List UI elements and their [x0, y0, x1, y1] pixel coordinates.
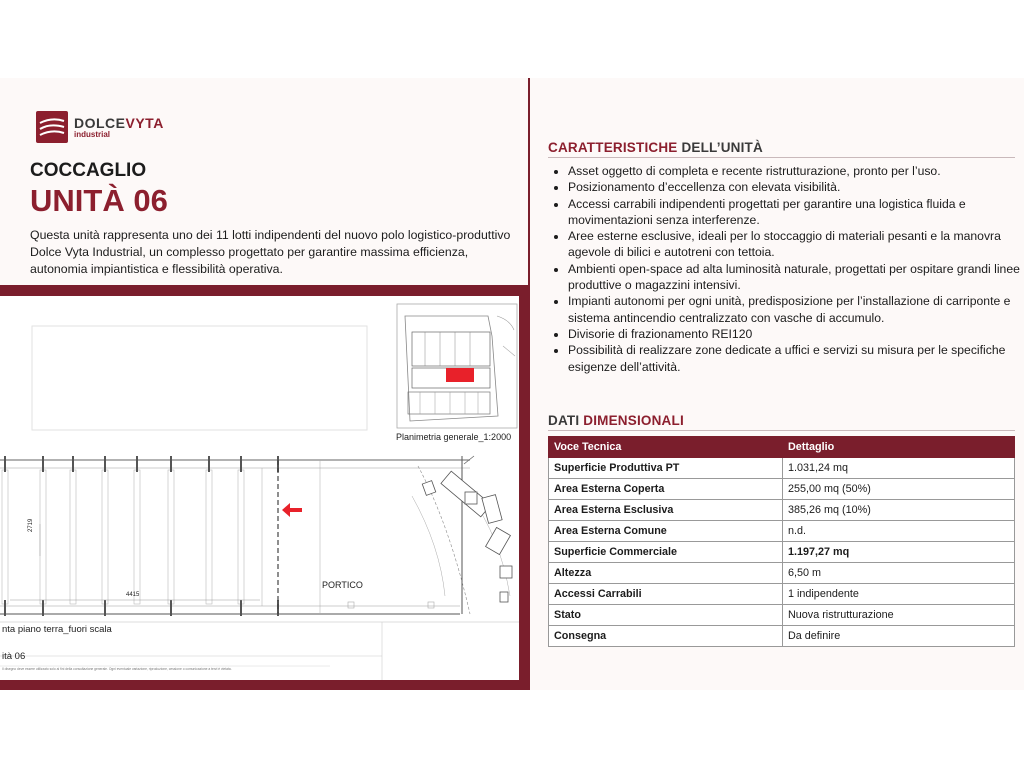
unit-tag: ità 06	[2, 651, 26, 662]
cell-value: 1.197,27 mq	[783, 542, 1015, 563]
cell-label: Superficie Commerciale	[549, 542, 783, 563]
table-header-row	[549, 437, 1015, 458]
dims-underline	[548, 430, 1015, 431]
cell-value: 6,50 m	[783, 563, 1015, 584]
portico-label: PORTICO	[322, 580, 363, 590]
list-item: • Aree esterne esclusive, ideali per lo stoccaggio di materiali pesanti e la manovra agevole di bilici e autotreni con tettoia.	[568, 228, 1024, 261]
cell-label: Area Esterna Coperta	[549, 479, 783, 500]
table-row	[549, 605, 1015, 626]
list-item: • Impianti autonomi per ogni unità, predisposizione per l’installazione di carriponte e sistema antincendio centralizzato con vasche di accumulo.	[568, 293, 1024, 326]
features-list	[548, 163, 1024, 375]
cell-value: n.d.	[783, 521, 1015, 542]
dims-table	[548, 436, 1015, 647]
list-item: • Divisorie di frazionamento REI120	[568, 326, 1024, 342]
cell-value: 385,26 mq (10%)	[783, 500, 1015, 521]
cell-label: Consegna	[549, 626, 783, 647]
site-plan-inset	[397, 304, 517, 428]
cell-value: Da definire	[783, 626, 1015, 647]
cell-label: Altezza	[549, 563, 783, 584]
table-row	[549, 563, 1015, 584]
brand-name: DOLCEVYTA	[74, 114, 164, 131]
features-title: CARATTERISTICHE DELL’UNITÀ	[548, 140, 763, 155]
brand-subtitle: industrial	[74, 129, 111, 139]
cell-label: Area Esterna Esclusiva	[549, 500, 783, 521]
table-row	[549, 479, 1015, 500]
list-item: • Asset oggetto di completa e recente ristrutturazione, pronto per l’uso.	[568, 163, 1024, 179]
list-item: • Ambienti open-space ad alta luminosità naturale, progettati per ospitare grandi linee produttive o magazzini intensivi.	[568, 261, 1024, 294]
column-header: Voce Tecnica	[549, 437, 783, 458]
list-item: • Accessi carrabili indipendenti progettati per garantire una logistica fluida e movimentazioni senza interferenze.	[568, 196, 1024, 229]
cell-label: Superficie Produttiva PT	[549, 458, 783, 479]
dimension-width: 4415	[126, 592, 140, 598]
table-row	[549, 626, 1015, 647]
brand-logo	[36, 111, 164, 143]
column-header: Dettaglio	[783, 437, 1015, 458]
table-row	[549, 500, 1015, 521]
table-row	[549, 521, 1015, 542]
unit-title: UNITÀ 06	[30, 183, 168, 218]
floor-plan	[0, 296, 519, 680]
dimension-height: 2719	[28, 518, 34, 532]
cell-value: 1.031,24 mq	[783, 458, 1015, 479]
cell-value: Nuova ristrutturazione	[783, 605, 1015, 626]
table-row	[549, 584, 1015, 605]
arrow-icon	[282, 503, 302, 517]
city-title: COCCAGLIO	[30, 160, 147, 181]
cell-label: Accessi Carrabili	[549, 584, 783, 605]
fine-print: Il disegno deve essere utilizzato solo ai fini della consultazione generale. Ogni eventuale variazione, riproduzione, cessione o comunicazione a terzi è vietata.	[2, 667, 232, 671]
table-row	[549, 458, 1015, 479]
cell-label: Area Esterna Comune	[549, 521, 783, 542]
cell-value: 1 indipendente	[783, 584, 1015, 605]
cell-value: 255,00 mq (50%)	[783, 479, 1015, 500]
cell-label: Stato	[549, 605, 783, 626]
wave-logo-icon	[36, 111, 68, 143]
column-divider	[528, 78, 530, 690]
dims-title: DATI DIMENSIONALI	[548, 413, 684, 428]
list-item: • Possibilità di realizzare zone dedicate a uffici e servizi su misura per le specifiche esigenze dell’attività.	[568, 342, 1024, 375]
site-plan-caption: Planimetria generale_1:2000	[396, 432, 512, 442]
features-underline	[548, 157, 1015, 158]
intro-paragraph: Questa unità rappresenta uno dei 11 lotti indipendenti del nuovo polo logistico-produttivo Dolce Vyta Industrial, un complesso progettato per garantire massima efficienza, autonomia impiantistica e flessibilità operativa.	[30, 228, 511, 276]
table-row	[549, 542, 1015, 563]
building-plan	[0, 456, 512, 616]
list-item: • Posizionamento d’eccellenza con elevata visibilità.	[568, 179, 1024, 195]
floor-plan-caption: nta piano terra_fuori scala	[2, 624, 112, 635]
floor-plan-drawing	[0, 296, 519, 680]
